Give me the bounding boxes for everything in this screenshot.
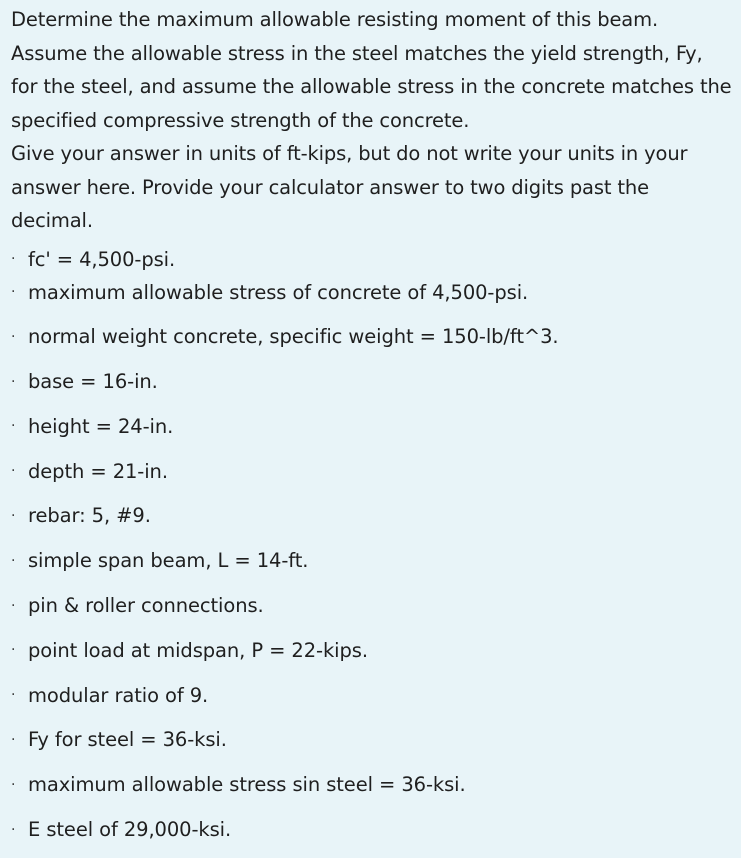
bullet-icon: · xyxy=(11,776,16,793)
prompt-line-7: decimal. xyxy=(11,209,93,232)
fact-text: base = 16-in. xyxy=(28,370,158,394)
bullet-icon: · xyxy=(11,463,16,480)
prompt-line-4: specified compressive strength of the concrete. xyxy=(11,108,470,132)
prompt-line-5: Give your answer in units of ft-kips, but do not write your units in your xyxy=(11,142,688,165)
fact-text: rebar: 5, #9. xyxy=(28,504,151,528)
list-item xyxy=(11,634,735,667)
fact-text: E steel of 29,000-ksi. xyxy=(28,818,232,842)
list-item xyxy=(11,768,735,801)
bullet-icon: · xyxy=(11,552,16,569)
bullet-icon: · xyxy=(11,373,16,390)
list-item xyxy=(11,243,735,276)
list-item xyxy=(11,544,735,577)
prompt-line-6: answer here. Provide your calculator answer to two digits past the xyxy=(11,175,649,199)
list-item xyxy=(11,455,735,488)
fact-text: maximum allowable stress of concrete of 4,500-psi. xyxy=(28,280,529,304)
bullet-icon: · xyxy=(11,284,16,300)
fact-text: modular ratio of 9. xyxy=(28,683,209,707)
bullet-icon: · xyxy=(11,687,16,704)
list-item xyxy=(11,589,735,622)
bullet-icon: · xyxy=(11,821,16,838)
bullet-icon: · xyxy=(11,642,16,659)
list-item xyxy=(11,499,735,532)
prompt-line-1: Determine the maximum allowable resisting moment of this beam. xyxy=(11,8,658,31)
fact-text: normal weight concrete, specific weight = 150-lb/ft^3. xyxy=(28,325,559,349)
list-item xyxy=(11,320,735,353)
fact-text: maximum allowable stress sin steel = 36-ksi. xyxy=(28,773,466,797)
fact-text: depth = 21-in. xyxy=(28,459,168,483)
list-item xyxy=(11,813,735,846)
fact-text: height = 24-in. xyxy=(28,414,174,438)
prompt-line-2: Assume the allowable stress in the steel matches the yield strength, Fy, xyxy=(11,41,703,65)
bullet-icon: · xyxy=(11,731,16,748)
prompt-line-3: for the steel, and assume the allowable stress in the concrete matches the xyxy=(11,75,732,98)
list-item xyxy=(11,276,735,309)
bullet-icon: · xyxy=(11,597,16,614)
given-data-list xyxy=(11,243,735,847)
bullet-icon: · xyxy=(11,418,16,435)
fact-text: fc' = 4,500-psi. xyxy=(28,247,176,271)
fact-text: pin & roller connections. xyxy=(28,594,264,618)
bullet-icon: · xyxy=(11,328,16,345)
bullet-icon: · xyxy=(11,507,16,524)
question-prompt xyxy=(11,3,735,238)
fact-text: Fy for steel = 36-ksi. xyxy=(28,728,227,752)
fact-text: point load at midspan, P = 22-kips. xyxy=(28,638,368,662)
bullet-icon: · xyxy=(11,251,16,267)
list-item xyxy=(11,365,735,398)
list-item xyxy=(11,679,735,712)
list-item xyxy=(11,723,735,756)
list-item xyxy=(11,410,735,443)
fact-text: simple span beam, L = 14-ft. xyxy=(28,549,309,573)
